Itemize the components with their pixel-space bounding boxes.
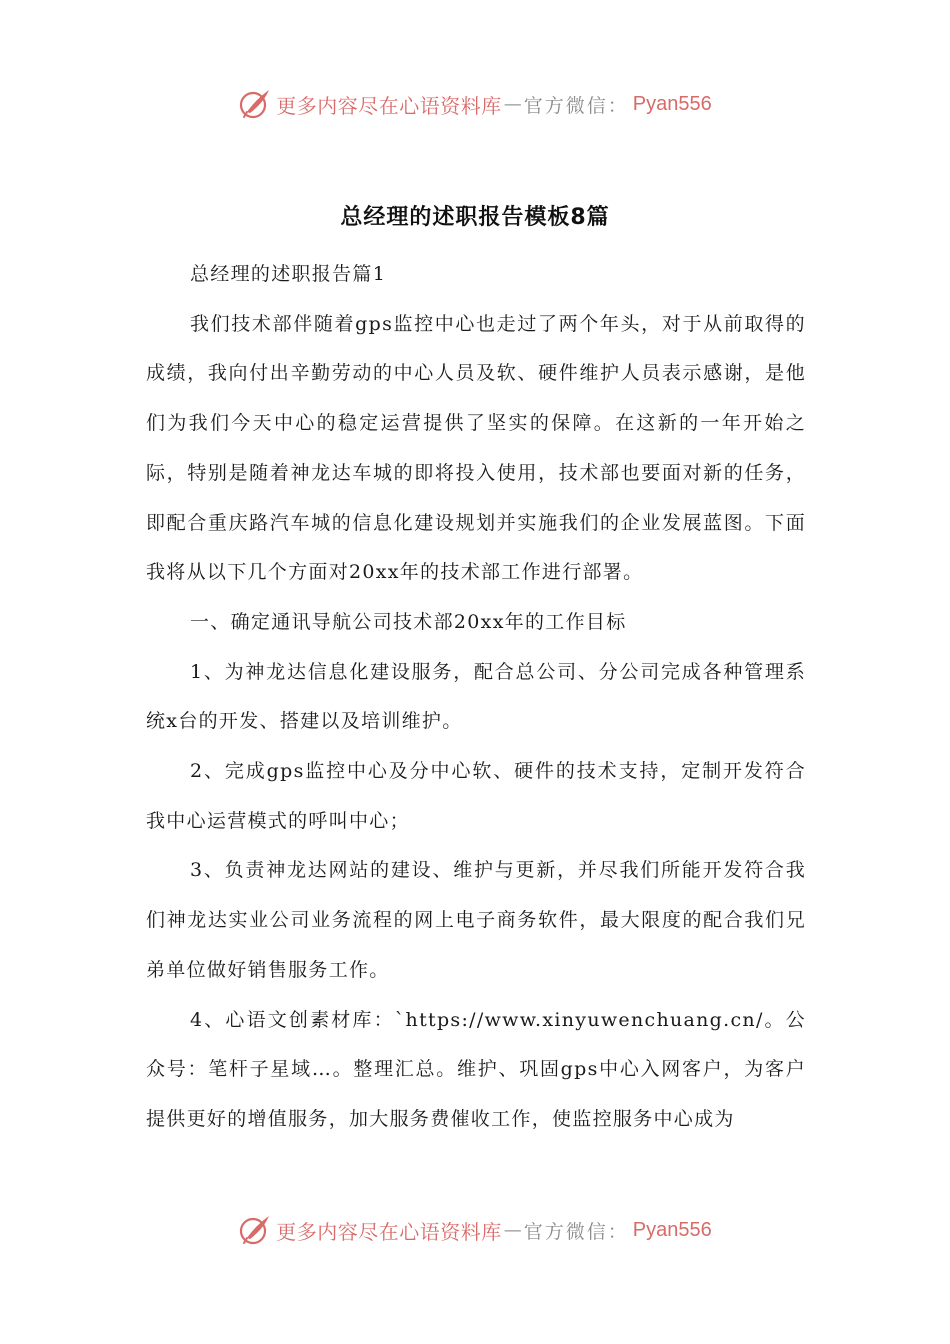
quill-pen-logo-icon	[238, 1213, 272, 1247]
list-item: 2、完成gps监控中心及分中心软、硬件的技术支持，定制开发符合我中心运营模式的呼叫中心；	[146, 760, 806, 832]
footer-banner	[0, 1210, 950, 1250]
list-item: 4、心语文创素材库：`https://www.xinyuwenchuang.cn/。公众号：笔杆子星域…。整理汇总。维护、巩固gps中心入网客户，为客户提供更好的增值服务，加大服务费催收工作，使监控服务中心成为	[146, 1008, 806, 1130]
quill-pen-logo-icon	[238, 87, 272, 121]
list-item: 3、负责神龙达网站的建设、维护与更新，并尽我们所能开发符合我们神龙达实业公司业务流程的网上电子商务软件，最大限度的配合我们兄弟单位做好销售服务工作。	[146, 859, 806, 981]
list-item: 1、为神龙达信息化建设服务，配合总公司、分公司完成各种管理系统x台的开发、搭建以及培训维护。	[146, 660, 806, 733]
section-heading: 总经理的述职报告篇1	[190, 263, 387, 285]
banner-separator: —	[503, 93, 522, 115]
body-paragraph: 我们技术部伴随着gps监控中心也走过了两个年头，对于从前取得的成绩，我向付出辛勤劳动的中心人员及软、硬件维护人员表示感谢，是他们为我们今天中心的稳定运营提供了坚实的保障。在这新的一年开始之际，特别是随着神龙达车城的即将投入使用，技术部也要面对新的任务，即配合重庆路汽车城的信息化建设规划并实施我们的企业发展蓝图。下面我将从以下几个方面对20xx年的技术部工作进行部署。	[146, 312, 806, 584]
document-body	[146, 250, 806, 1145]
banner-wechat-label: 官方微信：	[523, 94, 629, 117]
banner-text: 更多内容尽在心语资料库	[276, 93, 502, 118]
banner-wechat-label: 官方微信：	[523, 1220, 629, 1243]
section-heading: 一、确定通讯导航公司技术部20xx年的工作目标	[190, 610, 627, 633]
document-title: 总经理的述职报告模板8篇	[340, 205, 610, 230]
header-banner	[0, 84, 950, 124]
banner-wechat-id: Pyan556	[632, 1218, 712, 1241]
banner-separator: —	[503, 1219, 522, 1241]
banner-text: 更多内容尽在心语资料库	[276, 1219, 502, 1244]
banner-wechat-id: Pyan556	[632, 92, 712, 115]
